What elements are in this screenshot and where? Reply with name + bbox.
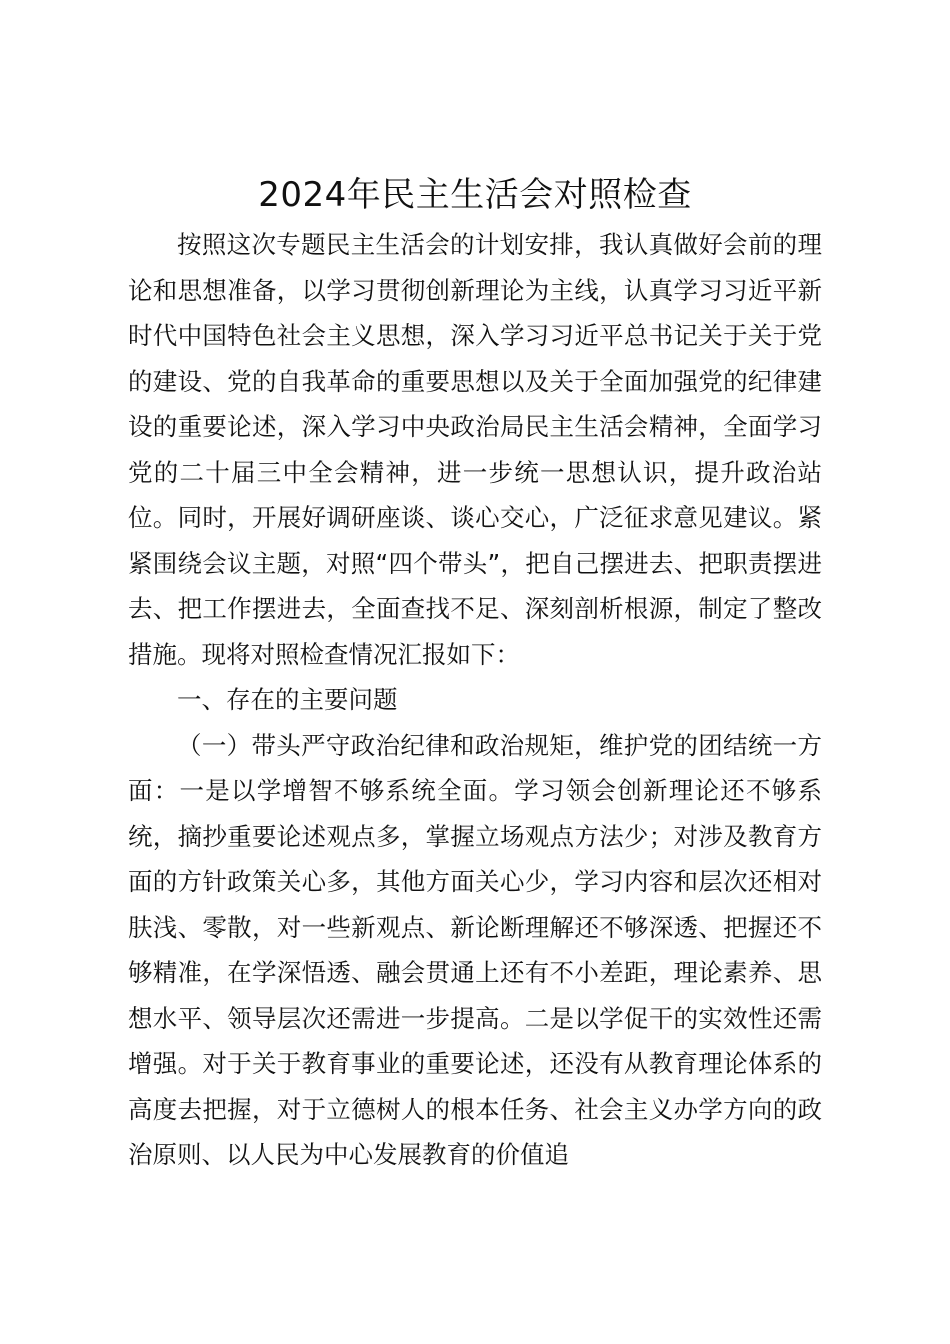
document-title: 2024年民主生活会对照检查	[258, 175, 692, 215]
subsection-paragraph-1: （一）带头严守政治纪律和政治规矩，维护党的团结统一方面：一是以学增智不够系统全面。学习领会创新理论还不够系统，摘抄重要论述观点多，掌握立场观点方法少；对涉及教育方面的方针政策关心多，其他方面关心少，学习内容和层次还相对肤浅、零散，对一些新观点、新论断理解还不够深透、把握还不够精准，在学深悟透、融会贯通上还有不小差距，理论素养、思想水平、领导层次还需进一步提高。二是以学促干的实效性还需增强。对于关于教育事业的重要论述，还没有从教育理论体系的高度去把握，对于立德树人的根本任务、社会主义办学方向的政治原则、以人民为中心发展教育的价值追	[128, 730, 822, 1169]
document-body	[128, 222, 822, 1178]
intro-paragraph: 按照这次专题民主生活会的计划安排，我认真做好会前的理论和思想准备，以学习贯彻创新理论为主线，认真学习习近平新时代中国特色社会主义思想，深入学习习近平总书记关于关于党的建设、党的自我革命的重要思想以及关于全面加强党的纪律建设的重要论述，深入学习中央政治局民主生活会精神，全面学习党的二十届三中全会精神，进一步统一思想认识，提升政治站位。同时，开展好调研座谈、谈心交心，广泛征求意见建议。紧紧围绕会议主题，对照“四个带头”，把自己摆进去、把职责摆进去、把工作摆进去，全面查找不足、深刻剖析根源，制定了整改措施。现将对照检查情况汇报如下：	[128, 230, 822, 669]
section-heading-problems: 一、存在的主要问题	[177, 685, 398, 714]
